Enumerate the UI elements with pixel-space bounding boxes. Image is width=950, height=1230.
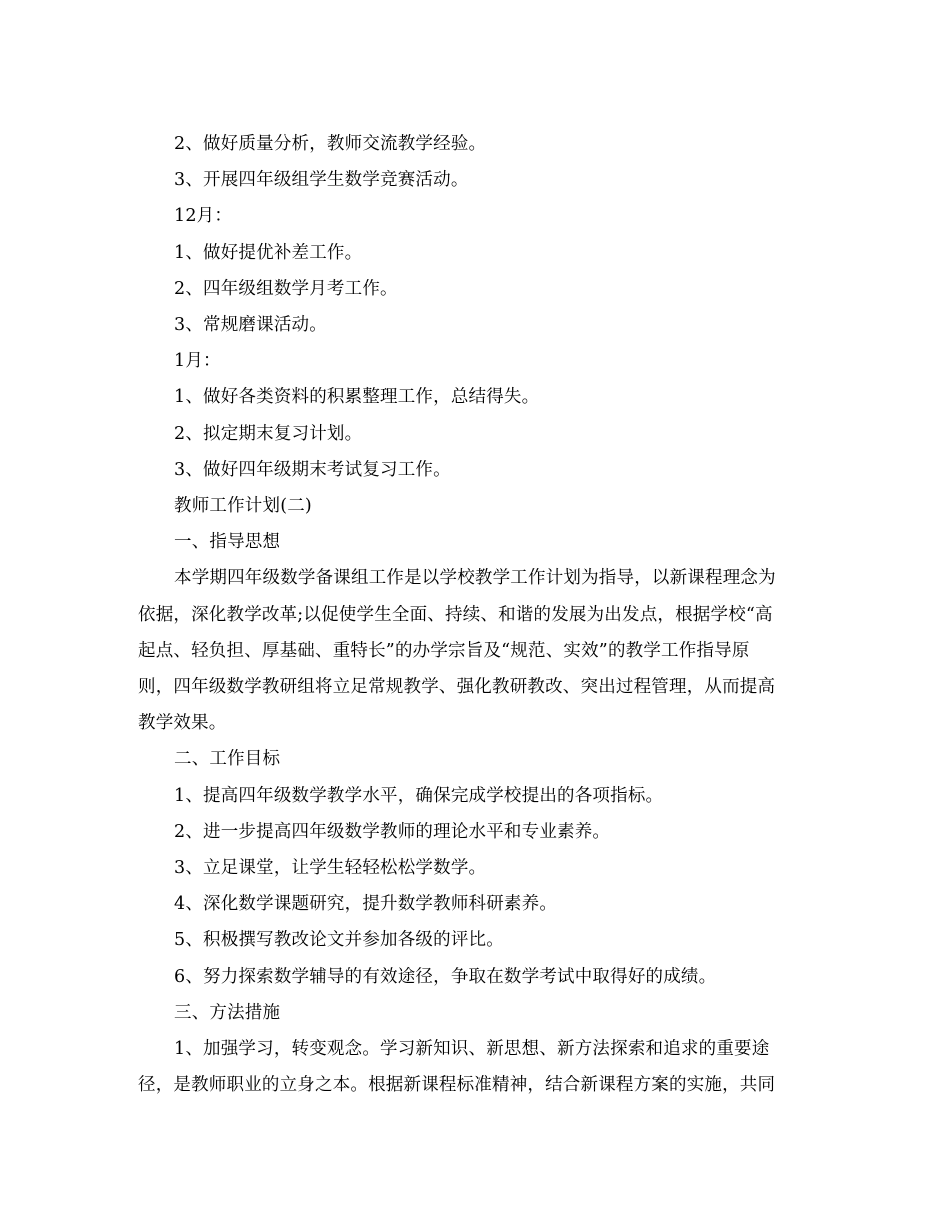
section-heading: 一、指导思想 xyxy=(174,532,281,553)
text-line: 5、积极撰写教改论文并参加各级的评比。 xyxy=(174,930,504,951)
paragraph-line: 径，是教师职业的立身之本。根据新课程标准精神，结合新课程方案的实施，共同 xyxy=(138,1075,776,1096)
text-line: 2、四年级组数学月考工作。 xyxy=(174,278,398,299)
paragraph-guiding-thought xyxy=(138,560,814,741)
text-line: 6、努力探索数学辅导的有效途径，争取在数学考试中取得好的成绩。 xyxy=(174,966,717,987)
text-line: 3、常规磨课活动。 xyxy=(174,315,327,336)
section-heading: 二、工作目标 xyxy=(174,749,281,770)
text-line: 2、进一步提高四年级数学教师的理论水平和专业素养。 xyxy=(174,821,611,842)
text-line: 1、做好提优补差工作。 xyxy=(174,242,363,263)
text-line: 4、深化数学课题研究，提升数学教师科研素养。 xyxy=(174,894,558,915)
month-heading: 12月： xyxy=(174,206,233,227)
paragraph-line: 则，四年级数学教研组将立足常规教学、强化教研教改、突出过程管理，从而提高 xyxy=(138,677,776,698)
section-heading: 三、方法措施 xyxy=(174,1002,281,1023)
paragraph-methods xyxy=(138,1031,814,1103)
paragraph-line: 本学期四年级数学备课组工作是以学校教学工作计划为指导，以新课程理念为 xyxy=(174,568,776,589)
paragraph-line: 依据，深化教学改革;以促使学生全面、持续、和谐的发展为出发点，根据学校“高 xyxy=(138,604,773,625)
text-line: 3、立足课堂，让学生轻轻松松学数学。 xyxy=(174,858,487,879)
text-line: 2、做好质量分析，教师交流教学经验。 xyxy=(174,134,487,154)
paragraph-line: 起点、轻负担、厚基础、重特长”的办学宗旨及“规范、实效”的教学工作指导原 xyxy=(138,640,750,661)
text-line: 3、开展四年级组学生数学竞赛活动。 xyxy=(174,170,469,191)
section-title: 教师工作计划(二) xyxy=(174,496,312,517)
text-line: 1、提高四年级数学教学水平，确保完成学校提出的各项指标。 xyxy=(174,785,664,806)
document-body xyxy=(138,126,814,1103)
paragraph-line: 1、加强学习，转变观念。学习新知识、新思想、新方法探索和追求的重要途 xyxy=(174,1039,770,1060)
text-line: 3、做好四年级期末考试复习工作。 xyxy=(174,459,451,480)
month-heading: 1月： xyxy=(174,351,221,372)
text-line: 2、拟定期末复习计划。 xyxy=(174,423,363,444)
paragraph-line: 教学效果。 xyxy=(138,713,227,734)
text-line: 1、做好各类资料的积累整理工作，总结得失。 xyxy=(174,387,540,408)
